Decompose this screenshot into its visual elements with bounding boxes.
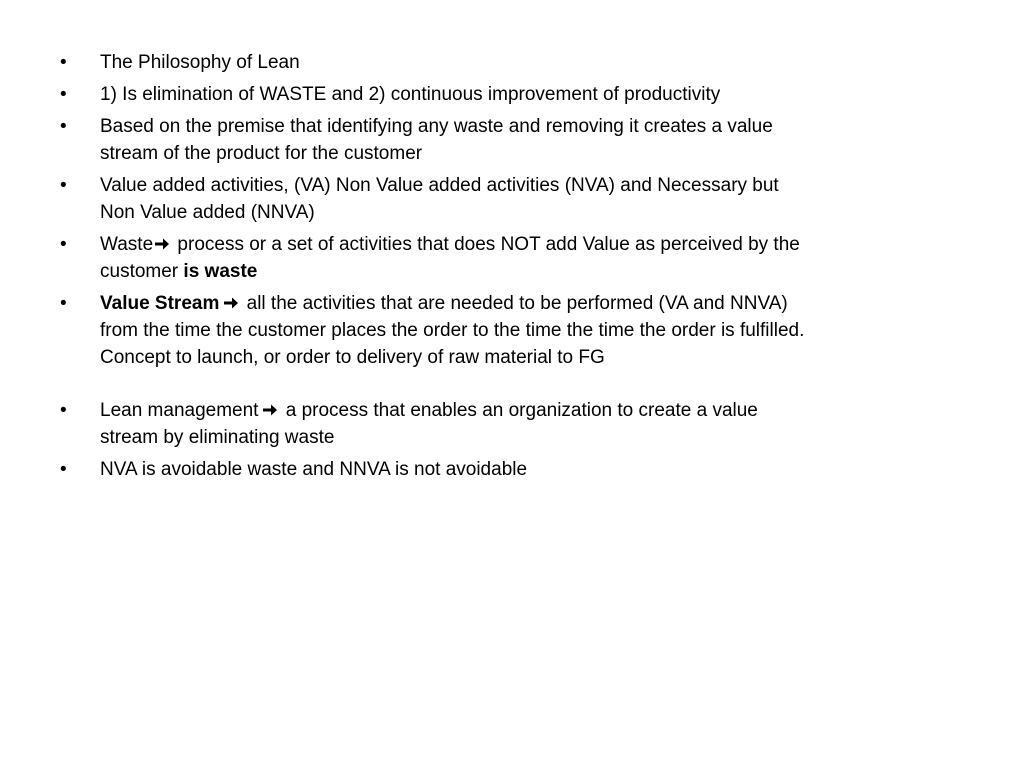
bullet-marker: • bbox=[60, 84, 67, 105]
bullet-item bbox=[60, 113, 960, 167]
bullet-text: process or a set of activities that does NOT add Value as perceived by the bbox=[172, 234, 800, 255]
bullet-text-line: Value added activities, (VA) Non Value added activities (NVA) and Necessary but bbox=[100, 175, 779, 196]
bullet-marker: • bbox=[60, 459, 67, 480]
bullet-text-line: from the time the customer places the order to the time the time the order is fulfilled. bbox=[100, 320, 805, 341]
bullet-item bbox=[60, 49, 960, 76]
bullet-item bbox=[60, 397, 960, 451]
bullet-item bbox=[60, 290, 960, 371]
bullet-item bbox=[60, 231, 960, 285]
bullet-text-line: stream by eliminating waste bbox=[100, 427, 335, 448]
bullet-item bbox=[60, 456, 960, 483]
bullet-text: NVA is avoidable waste and NNVA is not avoidable bbox=[100, 459, 528, 480]
bullet-list bbox=[60, 49, 960, 488]
bullet-text-line: Based on the premise that identifying any waste and removing it creates a value bbox=[100, 116, 773, 137]
bullet-text: a process that enables an organization to create a value bbox=[280, 400, 758, 421]
bullet-text: all the activities that are needed to be performed (VA and NNVA) bbox=[241, 293, 788, 314]
bullet-text-line: stream of the product for the customer bbox=[100, 143, 423, 164]
bullet-text-line: Non Value added (NNVA) bbox=[100, 202, 315, 223]
bullet-marker: • bbox=[60, 293, 67, 314]
bullet-lead: Waste bbox=[100, 234, 154, 255]
bullet-text-line: Concept to launch, or order to delivery of raw material to FG bbox=[100, 347, 605, 368]
bullet-marker: • bbox=[60, 234, 67, 255]
right-arrow-icon bbox=[262, 403, 278, 417]
bullet-lead: Lean management bbox=[100, 400, 259, 421]
bullet-marker: • bbox=[60, 116, 67, 137]
right-arrow-icon bbox=[223, 296, 239, 310]
bullet-emphasis: is waste bbox=[183, 261, 258, 282]
right-arrow-icon bbox=[154, 237, 170, 251]
bullet-marker: • bbox=[60, 52, 67, 73]
bullet-lead: Value Stream bbox=[100, 293, 220, 314]
bullet-text: customer bbox=[100, 261, 184, 282]
bullet-item bbox=[60, 172, 960, 226]
bullet-marker: • bbox=[60, 400, 67, 421]
bullet-marker: • bbox=[60, 175, 67, 196]
bullet-text: The Philosophy of Lean bbox=[100, 52, 300, 73]
bullet-item bbox=[60, 81, 960, 108]
bullet-text: 1) Is elimination of WASTE and 2) continuous improvement of productivity bbox=[100, 84, 721, 105]
